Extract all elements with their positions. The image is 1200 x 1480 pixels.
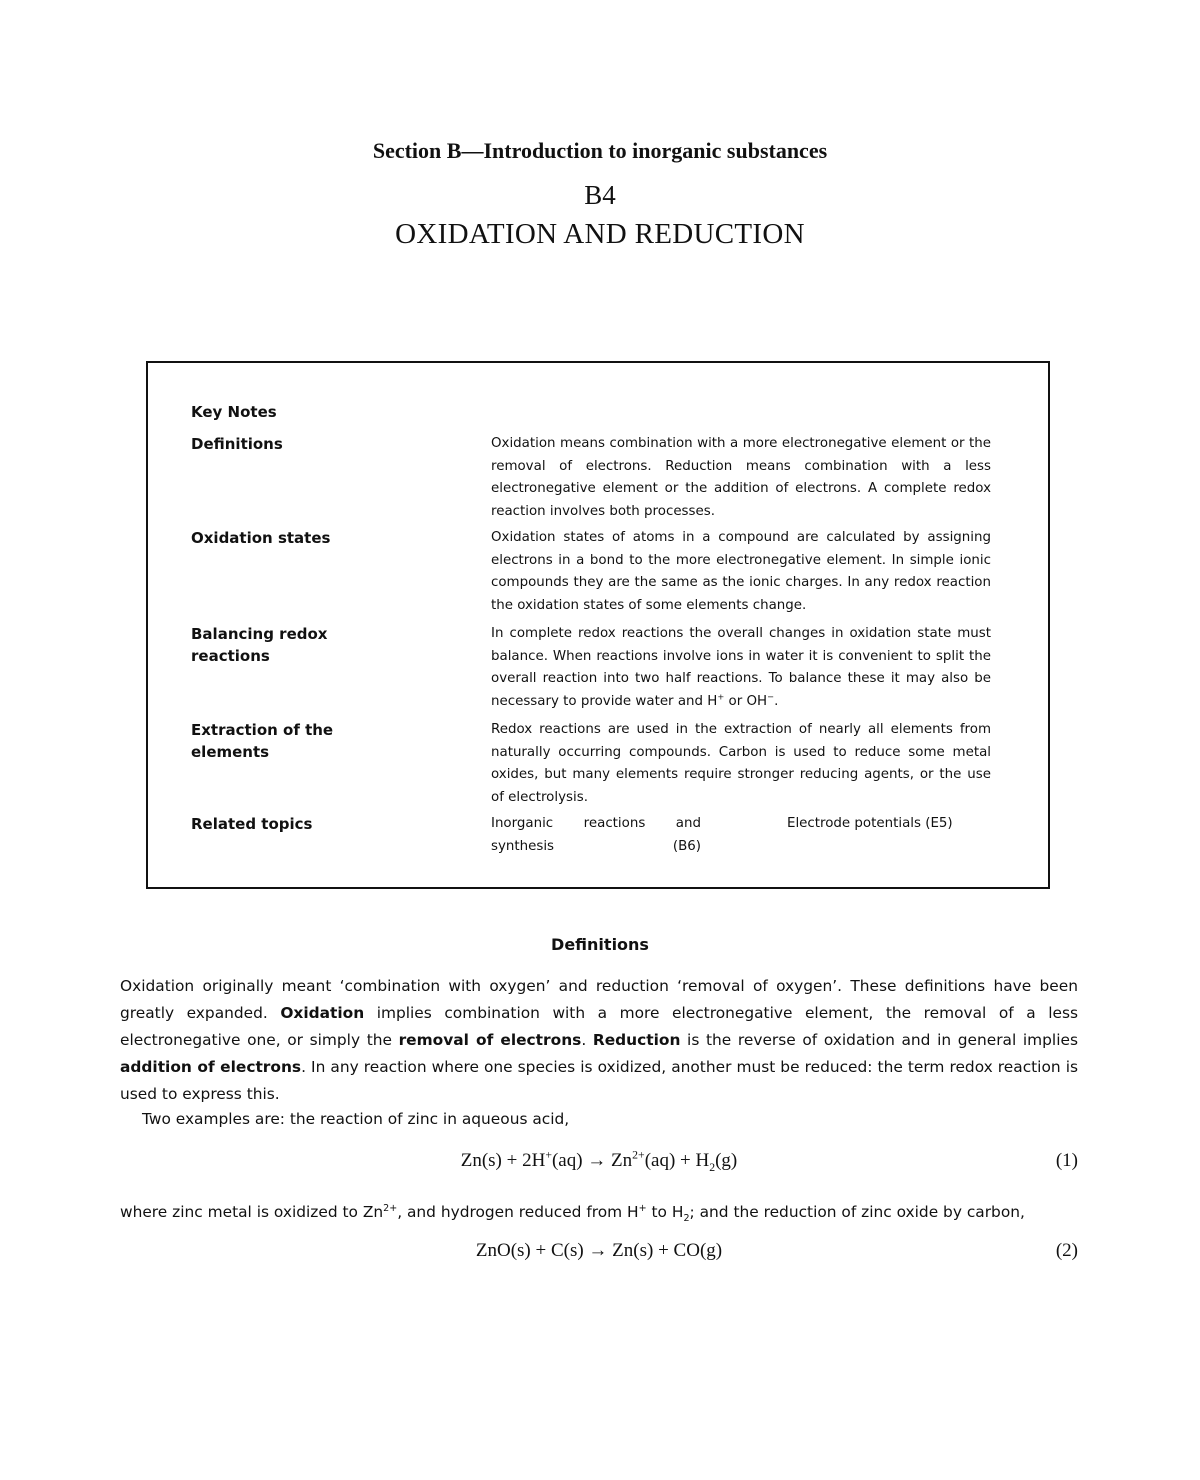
- text-segment: . In any reaction where one species is oxidized, another must be reduced: the term redox reaction is used to express this.: [120, 1058, 1078, 1103]
- definitions-paragraph: [120, 973, 1078, 1108]
- bold-term: Oxidation: [280, 1004, 365, 1022]
- text-segment: to H: [646, 1203, 684, 1221]
- text-segment: where zinc metal is oxidized to Zn: [120, 1203, 384, 1221]
- eq-segment: (aq) + H: [644, 1150, 710, 1171]
- section-title: Section B—Introduction to inorganic substances: [372, 138, 828, 163]
- text-segment: Oxidation originally meant ‘combination with oxygen’ and reduction ‘removal of oxygen’. These definitions have been greatly expanded.: [120, 977, 1078, 1022]
- subscript: 2: [709, 1160, 716, 1174]
- text-segment: .: [581, 1031, 593, 1049]
- key-note-text: Oxidation states of atoms in a compound are calculated by assigning electrons in a bond to the more electronegative element. In simple ionic compounds they are the same as the ionic charges. In any redox reaction the oxidation states of some elements change.: [491, 530, 991, 613]
- key-notes-box: [146, 361, 1050, 889]
- equation-number: (1): [1055, 1150, 1078, 1171]
- text-segment: In complete redox reactions the overall changes in oxidation state must balance. When reactions involve ions in water it is convenient to split the overall reaction into two half reactions. To balance these it may also be necessary to provide water and H: [491, 626, 991, 709]
- eq-segment: Zn(s) + 2H: [460, 1150, 546, 1171]
- superscript: +: [717, 691, 725, 702]
- key-note-label: Related topics: [191, 815, 313, 833]
- superscript: 2+: [383, 1202, 398, 1214]
- eq-segment: (g): [715, 1150, 738, 1171]
- bold-term: addition of electrons: [120, 1058, 302, 1076]
- key-note-label: Extraction of the elements: [191, 721, 334, 761]
- bold-term: Reduction: [592, 1031, 681, 1049]
- text-segment: ; and the reduction of zinc oxide by carbon,: [689, 1203, 1025, 1221]
- key-note-label: Oxidation states: [191, 529, 331, 547]
- subscript: 2: [683, 1213, 690, 1225]
- eq-segment: (aq) → Zn: [551, 1150, 633, 1171]
- related-topic-link[interactable]: [491, 813, 701, 858]
- key-note-text: Oxidation means combination with a more electronegative element or the removal of electrons. Reduction means combination with a less electronegative element or the addition of electrons. A complete redox reaction involves both processes.: [491, 436, 991, 519]
- equation-expression: [120, 1150, 1078, 1172]
- superscript: +: [545, 1148, 552, 1162]
- chapter-code: B4: [584, 180, 616, 210]
- equation-number: (2): [1055, 1240, 1078, 1261]
- text-segment: implies combination with a more electronegative element, the removal of a less electronegative one, or simply the: [120, 1004, 1078, 1049]
- key-note-text: [491, 623, 991, 713]
- superscript: −: [767, 691, 775, 702]
- text-segment: .: [774, 693, 779, 709]
- related-topic-link[interactable]: Electrode potentials (E5): [787, 816, 953, 831]
- superscript: 2+: [632, 1148, 645, 1162]
- bold-term: removal of electrons: [398, 1031, 582, 1049]
- chapter-title: OXIDATION AND REDUCTION: [395, 218, 805, 250]
- superscript: +: [638, 1202, 647, 1214]
- examples-intro: Two examples are: the reaction of zinc in aqueous acid,: [142, 1110, 570, 1128]
- text-segment: or OH: [724, 693, 768, 709]
- key-note-label: Definitions: [191, 435, 283, 453]
- where-paragraph: [120, 1199, 1078, 1226]
- related-topic-text: Inorganic reactions and synthesis (B6): [491, 816, 701, 854]
- key-note-label: Balancing redox reactions: [191, 625, 328, 665]
- definitions-heading: Definitions: [551, 935, 649, 954]
- equation-expression: ZnO(s) + C(s) → Zn(s) + CO(g): [475, 1240, 723, 1261]
- text-segment: is the reverse of oxidation and in general implies: [680, 1031, 1078, 1049]
- key-notes-heading: Key Notes: [191, 403, 277, 421]
- key-note-text: Redox reactions are used in the extraction of nearly all elements from naturally occurring compounds. Carbon is used to reduce some metal oxides, but many elements require stronger reducing agents, or the use of electrolysis.: [491, 722, 991, 805]
- text-segment: , and hydrogen reduced from H: [397, 1203, 639, 1221]
